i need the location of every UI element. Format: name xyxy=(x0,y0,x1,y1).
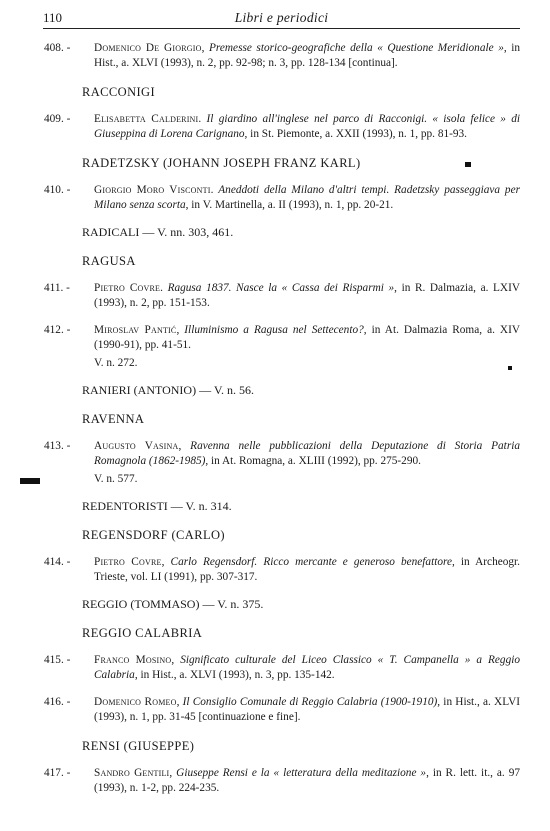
entry-number: 411. - xyxy=(44,282,70,294)
entry-number: 409. - xyxy=(44,113,71,125)
bibliography-entry xyxy=(44,112,520,142)
entry-author: Miroslav Pantić xyxy=(94,324,177,336)
entry-title: Il giardino all'inglese nel parco di Racconigi. « isola felice » di Giuseppina di Lorena Carignano xyxy=(94,113,520,140)
bibliography-entry xyxy=(44,439,520,487)
entry-number: 414. - xyxy=(44,556,71,568)
entry-separator: , xyxy=(169,767,177,779)
entry-title: Illuminismo a Ragusa nel Settecento? xyxy=(184,324,364,336)
entry-author: Pietro Covre xyxy=(94,282,161,294)
bibliography-entry xyxy=(44,41,520,71)
cross-reference: REGGIO (TOMMASO) — V. n. 375. xyxy=(82,597,264,611)
entry-separator: . xyxy=(198,113,207,125)
entry-separator: , xyxy=(201,42,209,54)
entry-number: 413. - xyxy=(44,440,71,452)
entry-citation: , in Hist., a. XLVI (1993), n. 1, pp. 31-45 [continuazione e fine]. xyxy=(94,696,520,723)
entry-title: Carlo Regensdorf. Ricco mercante e generoso benefattore xyxy=(170,556,452,568)
bibliography-entry xyxy=(44,653,520,683)
running-title: Libri e periodici xyxy=(234,10,329,25)
entry-number: 416. - xyxy=(44,696,71,708)
entry-title: Premesse storico-geografiche della « Questione Meridionale » xyxy=(209,42,504,54)
cross-reference: RADICALI — V. nn. 303, 461. xyxy=(82,225,234,239)
entry-author: Giorgio Moro Visconti xyxy=(94,184,211,196)
entry-citation: , in Archeogr. Trieste, vol. LI (1991), pp. 307-317. xyxy=(94,556,520,583)
section-heading: RACCONIGI xyxy=(82,85,156,99)
bibliography-entry xyxy=(44,766,520,796)
entry-author: Domenico De Giorgio xyxy=(94,42,202,54)
section-heading: REGGIO CALABRIA xyxy=(82,626,203,640)
entry-separator: , xyxy=(171,654,181,666)
entry-separator: , xyxy=(176,696,183,708)
entry-author: Sandro Gentili xyxy=(94,767,170,779)
entry-citation: , in Hist., a. XLVI (1993), n. 3, pp. 135-142. xyxy=(134,669,335,681)
bibliography-entry xyxy=(44,695,520,725)
section-heading: RENSI (GIUSEPPE) xyxy=(82,739,195,753)
scan-speck xyxy=(508,366,512,370)
section-heading: RAGUSA xyxy=(82,254,136,268)
page-number: 110 xyxy=(43,10,63,25)
scan-speck xyxy=(465,162,471,167)
entry-citation: , in St. Piemonte, a. XXII (1993), n. 1, pp. 81-93. xyxy=(244,128,467,140)
entry-title: Ravenna nelle pubblicazioni della Deputazione di Storia Patria Romagnola (1862-1985) xyxy=(94,440,520,467)
bibliography-list xyxy=(44,41,520,796)
entry-author: Franco Mosino xyxy=(94,654,172,666)
entry-separator: , xyxy=(176,324,185,336)
entry-note: V. n. 577. xyxy=(94,473,138,485)
entry-separator: . xyxy=(160,282,168,294)
bibliography-entry xyxy=(44,183,520,213)
entry-title: Significato culturale del Liceo Classico « T. Campanella » a Reggio Calabria xyxy=(94,654,521,681)
entry-number: 408. - xyxy=(44,42,71,54)
entry-citation: , in V. Martinella, a. II (1993), n. 1, pp. 20-21. xyxy=(185,199,394,211)
entry-citation: , in Hist., a. XLVI (1993), n. 2, pp. 92-98; n. 3, pp. 128-134 [continua]. xyxy=(94,42,521,69)
cross-reference: RANIERI (ANTONIO) — V. n. 56. xyxy=(82,383,254,397)
entry-citation: , in At. Romagna, a. XLIII (1992), pp. 275-290. xyxy=(205,455,421,467)
entry-title: Giuseppe Rensi e la « letteratura della meditazione » xyxy=(176,767,427,779)
cross-reference: REDENTORISTI — V. n. 314. xyxy=(82,499,232,513)
entry-number: 415. - xyxy=(44,654,71,666)
entry-citation: , in R. lett. it., a. 97 (1993), n. 1-2, pp. 224-235. xyxy=(94,767,520,794)
bibliography-entry xyxy=(44,281,520,311)
entry-author: Elisabetta Calderini xyxy=(94,113,199,125)
running-head xyxy=(43,10,520,29)
entry-author: Pietro Covre xyxy=(94,556,162,568)
bibliography-entry xyxy=(44,323,520,371)
entry-author: Domenico Romeo xyxy=(94,696,177,708)
entry-author: Augusto Vasina xyxy=(94,440,179,452)
section-heading: RAVENNA xyxy=(82,412,145,426)
bibliography-entry xyxy=(44,555,520,585)
entry-separator: , xyxy=(178,440,191,452)
entry-note: V. n. 272. xyxy=(94,357,138,369)
scan-speck xyxy=(20,478,40,484)
entry-separator: , xyxy=(161,556,171,568)
entry-title: Aneddoti della Milano d'altri tempi. Radetzsky passeggiava per Milano senza scorta xyxy=(94,184,520,211)
entry-title: Ragusa 1837. Nasce la « Cassa dei Risparmi » xyxy=(167,282,395,294)
entry-number: 410. - xyxy=(44,184,71,196)
entry-separator: . xyxy=(210,184,219,196)
entry-citation: , in R. Dalmazia, a. LXIV (1993), n. 2, pp. 151-153. xyxy=(94,282,521,309)
entry-number: 412. - xyxy=(44,324,71,336)
section-heading: RADETZSKY (JOHANN JOSEPH FRANZ KARL) xyxy=(82,156,361,170)
entry-number: 417. - xyxy=(44,767,71,779)
entry-citation: , in At. Dalmazia Roma, a. XIV (1990-91), pp. 41-51. xyxy=(94,324,521,351)
entry-title: Il Consiglio Comunale di Reggio Calabria (1900-1910) xyxy=(182,696,438,708)
section-heading: REGENSDORF (CARLO) xyxy=(82,528,225,542)
